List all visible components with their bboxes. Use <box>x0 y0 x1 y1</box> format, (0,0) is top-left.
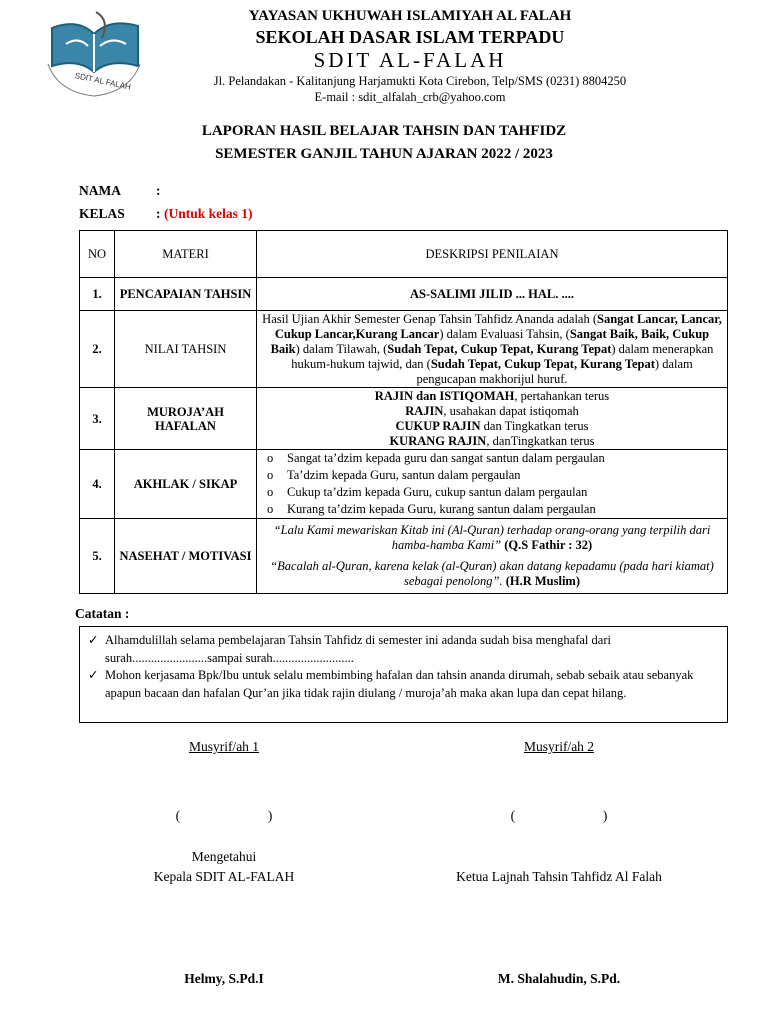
checkmark-icon: ✓ <box>88 633 99 647</box>
note-text: Alhamdulillah selama pembelajaran Tahsin Tahfidz di semester ini adanda sudah bisa menghafal dari surah........................sampai surah.......................... <box>105 633 611 665</box>
header-no: NO <box>80 231 115 278</box>
attitude-options <box>261 450 723 518</box>
row3-line1-bold: RAJIN dan ISTIQOMAH <box>374 388 515 403</box>
list-item: o Ta’dzim kepada Guru, santun dalam pergaulan <box>287 467 723 484</box>
table-row <box>80 388 728 450</box>
row2-text-1: Hasil Ujian Akhir Semester Genap Tahsin Tahfidz Ananda adalah ( <box>262 311 598 326</box>
row5-no: 5. <box>80 519 115 594</box>
row2-bold-4: Sudah Tepat, Cukup Tepat, Kurang Tepat <box>430 356 655 371</box>
hadith-quote-text: “Bacalah al-Quran, karena kelak (al-Quran) akan datang kepadamu (pada hari kiamat) sebagai penolong”. <box>270 559 714 588</box>
report-title: LAPORAN HASIL BELAJAR TAHSIN DAN TAHFIDZ <box>201 123 567 139</box>
row3-line4-bold: KURANG RAJIN <box>389 433 487 448</box>
table-row <box>80 278 728 311</box>
row1-materi: PENCAPAIAN TAHSIN <box>115 278 257 311</box>
row2-text-2: ) dalam Evaluasi Tahsin, ( <box>439 326 570 341</box>
row3-line4-text: , danTingkatkan terus <box>486 433 595 448</box>
school-name: SEKOLAH DASAR ISLAM TERPADU <box>255 27 565 47</box>
musyrif1-signature: ( ) <box>175 808 273 823</box>
note-text: Mohon kerjasama Bpk/Ibu untuk selalu membimbing hafalan dan tahsin ananda dirumah, sebab sebaik atau sebanyak apapun bacaan dan hafalan Qur’an jika tidak rajin diulang / muroja’ah maka akan lupa dan cepat hilang. <box>105 668 694 700</box>
musyrif1-label: Musyrif/ah 1 <box>188 739 260 754</box>
row2-bold-2: Sangat Baik, Baik, Cukup Baik <box>270 326 710 356</box>
row1-no: 1. <box>80 278 115 311</box>
row2-bold-1: Sangat Lancar, Lancar, Cukup Lancar,Kurang Lancar <box>274 311 722 341</box>
class-separator: : <box>156 206 161 221</box>
row3-line <box>261 434 723 449</box>
quran-quote-text: “Lalu Kami mewariskan Kitab ini (Al-Quran) terhadap orang-orang yang terpilih dari hamba-hamba Kami” <box>273 523 711 552</box>
school-short-name: SDIT AL-FALAH <box>313 48 507 72</box>
kepala-title: Kepala SDIT AL-FALAH <box>153 869 295 884</box>
row5-materi: NASEHAT / MOTIVASI <box>115 519 257 594</box>
assessment-table <box>79 230 728 594</box>
row2-desc <box>257 311 728 388</box>
logo-text: SDIT AL FALAH <box>74 70 132 92</box>
table-row <box>80 311 728 388</box>
row3-desc <box>257 388 728 450</box>
row5-desc <box>257 519 728 594</box>
ketua-name: M. Shalahudin, S.Pd. <box>497 971 621 986</box>
ketua-title: Ketua Lajnah Tahsin Tahfidz Al Falah <box>456 869 662 884</box>
kepala-name: Helmy, S.Pd.I <box>184 971 264 986</box>
row4-desc <box>257 450 728 519</box>
note-item <box>88 666 705 702</box>
table-header-row <box>80 231 728 278</box>
row3-no: 3. <box>80 388 115 450</box>
name-separator: : <box>156 183 161 198</box>
row1-desc: AS-SALIMI JILID ... HAL. .... <box>257 278 728 311</box>
header-materi: MATERI <box>115 231 257 278</box>
row2-text-4: ) dalam menerapkan hukum-hukum tajwid, dan ( <box>291 341 714 371</box>
row3-line <box>261 389 723 404</box>
header-deskripsi: DESKRIPSI PENILAIAN <box>257 231 728 278</box>
musyrif2-signature: ( ) <box>510 808 608 823</box>
row2-materi: NILAI TAHSIN <box>115 311 257 388</box>
row3-line3-text: dan Tingkatkan terus <box>480 418 589 433</box>
name-label: NAMA <box>79 183 121 198</box>
row2-no: 2. <box>80 311 115 388</box>
row3-line1-text: , pertahankan terus <box>514 388 610 403</box>
notes-box <box>79 626 728 723</box>
list-item: o Cukup ta’dzim kepada Guru, cukup santun dalam pergaulan <box>287 484 723 501</box>
note-item <box>88 631 705 667</box>
row3-materi: MUROJA’AH HAFALAN <box>115 388 257 450</box>
quran-quote-source: (Q.S Fathir : 32) <box>501 538 593 552</box>
row3-line <box>261 404 723 419</box>
row4-materi: AKHLAK / SIKAP <box>115 450 257 519</box>
musyrif2-label: Musyrif/ah 2 <box>523 739 595 754</box>
mengetahui-label: Mengetahui <box>191 849 257 864</box>
row3-line3-bold: CUKUP RAJIN <box>395 418 481 433</box>
school-email: E-mail : sdit_alfalah_crb@yahoo.com <box>314 90 506 104</box>
notes-label: Catatan : <box>75 606 130 621</box>
class-value: (Untuk kelas 1) <box>164 206 253 221</box>
class-label: KELAS <box>79 206 125 221</box>
hadith-quote <box>261 559 723 589</box>
table-row <box>80 519 728 594</box>
quran-quote <box>261 523 723 553</box>
row2-text-5: ) dalam pengucapan makhorijul huruf. <box>416 356 693 386</box>
row3-line2-bold: RAJIN <box>405 403 444 418</box>
table-row <box>80 450 728 519</box>
foundation-name: YAYASAN UKHUWAH ISLAMIYAH AL FALAH <box>248 8 572 24</box>
hadith-quote-source: (H.R Muslim) <box>502 574 581 588</box>
list-item: o Sangat ta’dzim kepada guru dan sangat santun dalam pergaulan <box>287 450 723 467</box>
list-item: o Kurang ta’dzim kepada Guru, kurang santun dalam pergaulan <box>287 501 723 518</box>
report-semester: SEMESTER GANJIL TAHUN AJARAN 2022 / 2023 <box>215 146 553 162</box>
school-address: Jl. Pelandakan - Kalitanjung Harjamukti Kota Cirebon, Telp/SMS (0231) 8804250 <box>213 74 627 88</box>
row4-no: 4. <box>80 450 115 519</box>
row2-bold-3: Sudah Tepat, Cukup Tepat, Kurang Tepat <box>387 341 612 356</box>
checkmark-icon: ✓ <box>88 668 99 682</box>
row3-line <box>261 419 723 434</box>
school-logo <box>38 4 150 102</box>
row3-line2-text: , usahakan dapat istiqomah <box>443 403 579 418</box>
row2-text-3: ) dalam Tilawah, ( <box>295 341 388 356</box>
